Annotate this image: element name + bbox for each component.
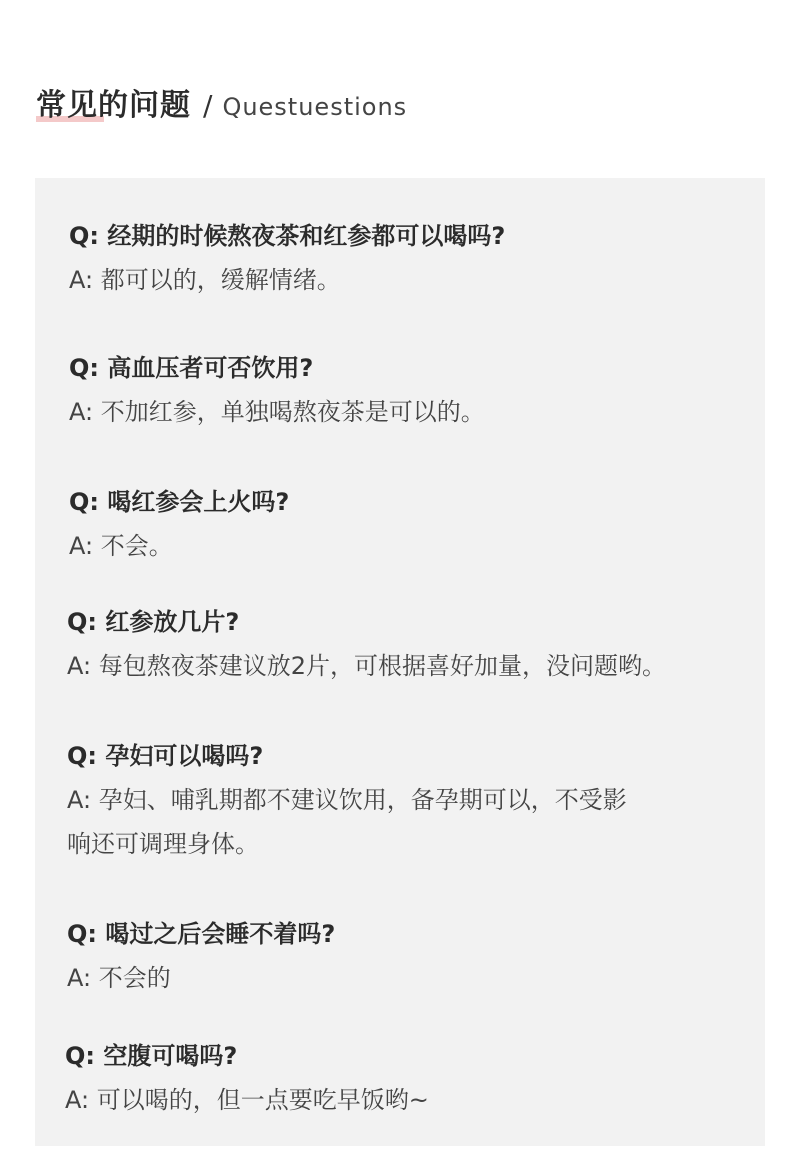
faq-item [69,486,789,568]
faq-answer-line: A: 不会的 [67,964,171,992]
faq-question: Q: 孕妇可以喝吗? [67,742,264,770]
faq-item [67,740,787,866]
faq-question: Q: 喝过之后会睡不着吗? [67,920,336,948]
faq-answer [69,258,789,302]
faq-item [69,352,789,434]
faq-item [67,606,787,688]
faq-question: Q: 高血压者可否饮用? [69,354,314,382]
faq-item [67,918,787,1000]
faq-answer-line: A: 都可以的，缓解情绪。 [69,266,341,294]
faq-answer-line: A: 不会。 [69,532,173,560]
faq-question: Q: 喝红参会上火吗? [69,488,290,516]
page-title-text: 常见的问题 [36,88,191,123]
faq-answer-line: A: 孕妇、哺乳期都不建议饮用，备孕期可以，不受影 [67,786,627,814]
faq-answer [67,778,787,866]
faq-question: Q: 经期的时候熬夜茶和红参都可以喝吗? [69,222,506,250]
faq-question: Q: 红参放几片? [67,608,240,636]
faq-answer [69,524,789,568]
faq-answer [69,390,789,434]
faq-answer-line: A: 不加红参，单独喝熬夜茶是可以的。 [69,398,485,426]
faq-answer-line: 响还可调理身体。 [67,830,259,858]
page-title [36,80,191,124]
faq-question: Q: 空腹可喝吗? [65,1042,238,1070]
title-separator: / [203,89,213,122]
faq-answer [67,644,787,688]
faq-item [65,1040,785,1122]
faq-answer [67,956,787,1000]
page-header [36,80,407,124]
faq-answer-line: A: 每包熬夜茶建议放2片，可根据喜好加量，没问题哟。 [67,652,666,680]
faq-panel [35,178,765,1146]
faq-item [69,220,789,302]
page-subtitle: Questuestions [222,93,408,121]
faq-answer-line: A: 可以喝的，但一点要吃早饭哟~ [65,1086,429,1114]
faq-answer [65,1078,785,1122]
